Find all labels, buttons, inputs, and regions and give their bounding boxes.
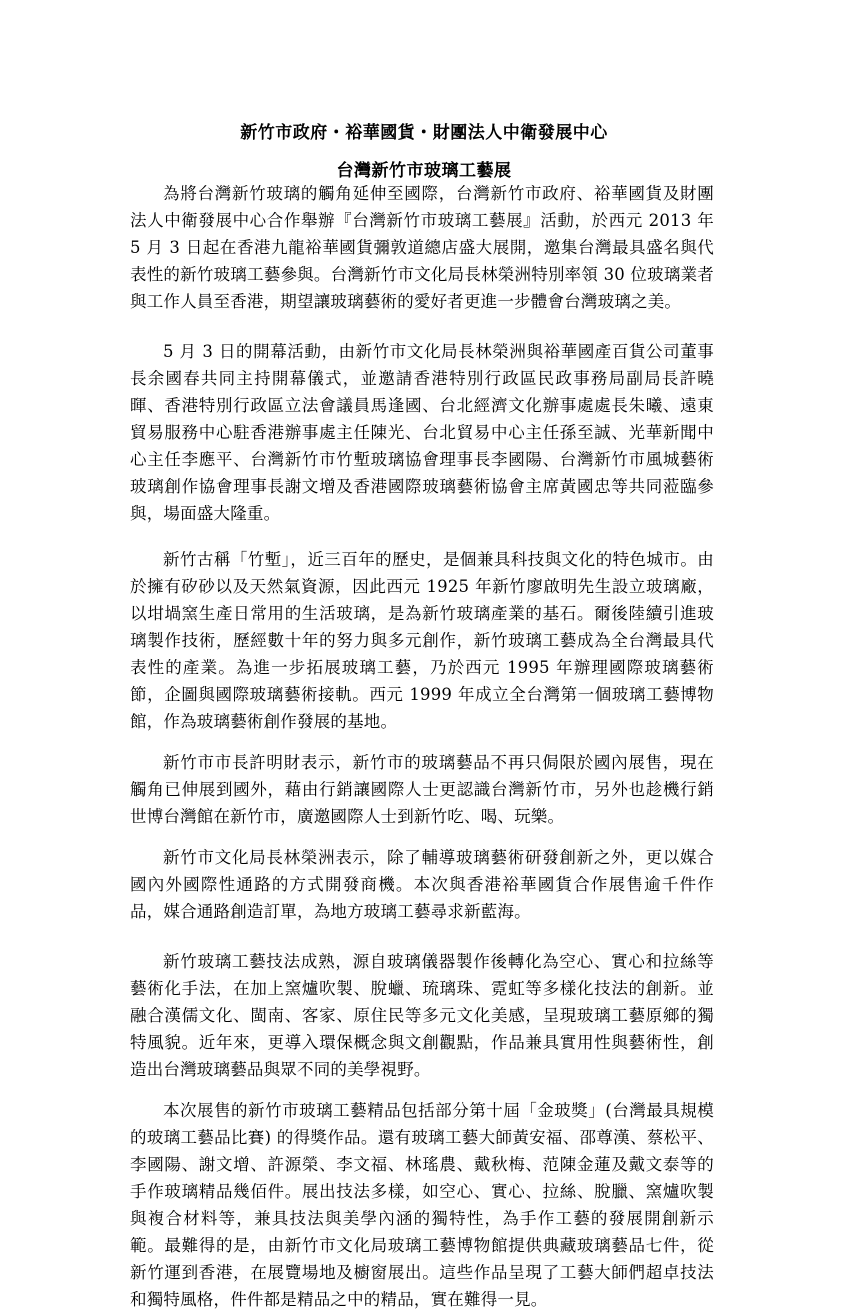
document-body [130,180,714,1313]
paragraph-exhibition-works: 本次展售的新竹市玻璃工藝精品包括部分第十屆「金玻獎」(台灣最具規模的玻璃工藝品比賽) 的得獎作品。還有玻璃工藝大師黃安福、邵尊漢、蔡松平、李國陽、謝文增、許源榮、李文福、林瑤農、戴秋梅、范陳金蓮及戴文泰等的手作玻璃精品幾佰件。展出技法多樣，如空心、實心、拉絲、脫臘、窯爐吹製與複合材料等，兼具技法與美學內涵的獨特性，為手作工藝的發展開創新示範。最難得的是，由新竹市文化局玻璃工藝博物館提供典藏玻璃藝品七件，從新竹運到香港，在展覽場地及櫥窗展出。這些作品呈現了工藝大師們超卓技法和獨特風格，件件都是精品之中的精品，實在難得一見。 [130,1101,714,1309]
paragraph-mayor-statement: 新竹市市長許明財表示，新竹市的玻璃藝品不再只侷限於國內展售，現在觸角已伸展到國外，藉由行銷讓國際人士更認識台灣新竹市，另外也趁機行銷世博台灣館在新竹市，廣邀國際人士到新竹吃、喝、玩樂。 [130,753,714,826]
paragraph-introduction: 為將台灣新竹玻璃的觸角延伸至國際，台灣新竹市政府、裕華國貨及財團法人中衛發展中心合作舉辦『台灣新竹市玻璃工藝展』活動，於西元 2013 年 5 月 3 日起在香港九龍裕華國貨彌敦道總店盛大展開，邀集台灣最具盛名與代表性的新竹玻璃工藝參與。台灣新竹市文化局長林榮洲特別率領 30 位玻璃業者與工作人員至香港，期望讓玻璃藝術的愛好者更進一步體會台灣玻璃之美。 [130,184,714,311]
organizer-heading: 新竹市政府・裕華國貨・財團法人中衛發展中心 [240,123,608,143]
paragraph-glass-techniques: 新竹玻璃工藝技法成熟，源自玻璃儀器製作後轉化為空心、實心和拉絲等藝術化手法，在加上窯爐吹製、脫蠟、琉璃珠、霓虹等多樣化技法的創新。並融合漢儒文化、閩南、客家、原住民等多元文化美感，呈現玻璃工藝原鄉的獨特風貌。近年來，更導入環保概念與文創觀點，作品兼具實用性與藝術性，創造出台灣玻璃藝品與眾不同的美學視野。 [130,952,714,1079]
paragraph-culture-director-statement: 新竹市文化局長林榮洲表示，除了輔導玻璃藝術研發創新之外，更以媒合國內外國際性通路的方式開發商機。本次與香港裕華國貨合作展售逾千件作品，媒合通路創造訂單，為地方玻璃工藝尋求新藍海。 [130,848,714,921]
document-title: 台灣新竹市玻璃工藝展 [336,161,512,181]
paragraph-hsinchu-history: 新竹古稱「竹塹」，近三百年的歷史，是個兼具科技與文化的特色城市。由於擁有矽砂以及天然氣資源，因此西元 1925 年新竹廖啟明先生設立玻璃廠，以坩堝窯生產日常用的生活玻璃，是為新竹玻璃產業的基石。爾後陸續引進玻璃製作技術，歷經數十年的努力與多元創作，新竹玻璃工藝成為全台灣最具代表性的產業。為進一步拓展玻璃工藝，乃於西元 1995 年辦理國際玻璃藝術節，企圖與國際玻璃藝術接軌。西元 1999 年成立全台灣第一個玻璃工藝博物館，作為玻璃藝術創作發展的基地。 [130,550,714,731]
paragraph-opening-ceremony: 5 月 3 日的開幕活動，由新竹市文化局長林榮洲與裕華國產百貨公司董事長余國春共同主持開幕儀式，並邀請香港特別行政區民政事務局副局長許曉暉、香港特別行政區立法會議員馬逢國、台北經濟文化辦事處處長朱曦、遠東貿易服務中心駐香港辦事處主任陳光、台北貿易中心主任孫至誠、光華新聞中心主任李應平、台灣新竹市竹塹玻璃協會理事長李國陽、台灣新竹市風城藝術玻璃創作協會理事長謝文增及香港國際玻璃藝術協會主席黃國忠等共同蒞臨參與，場面盛大隆重。 [130,342,714,523]
